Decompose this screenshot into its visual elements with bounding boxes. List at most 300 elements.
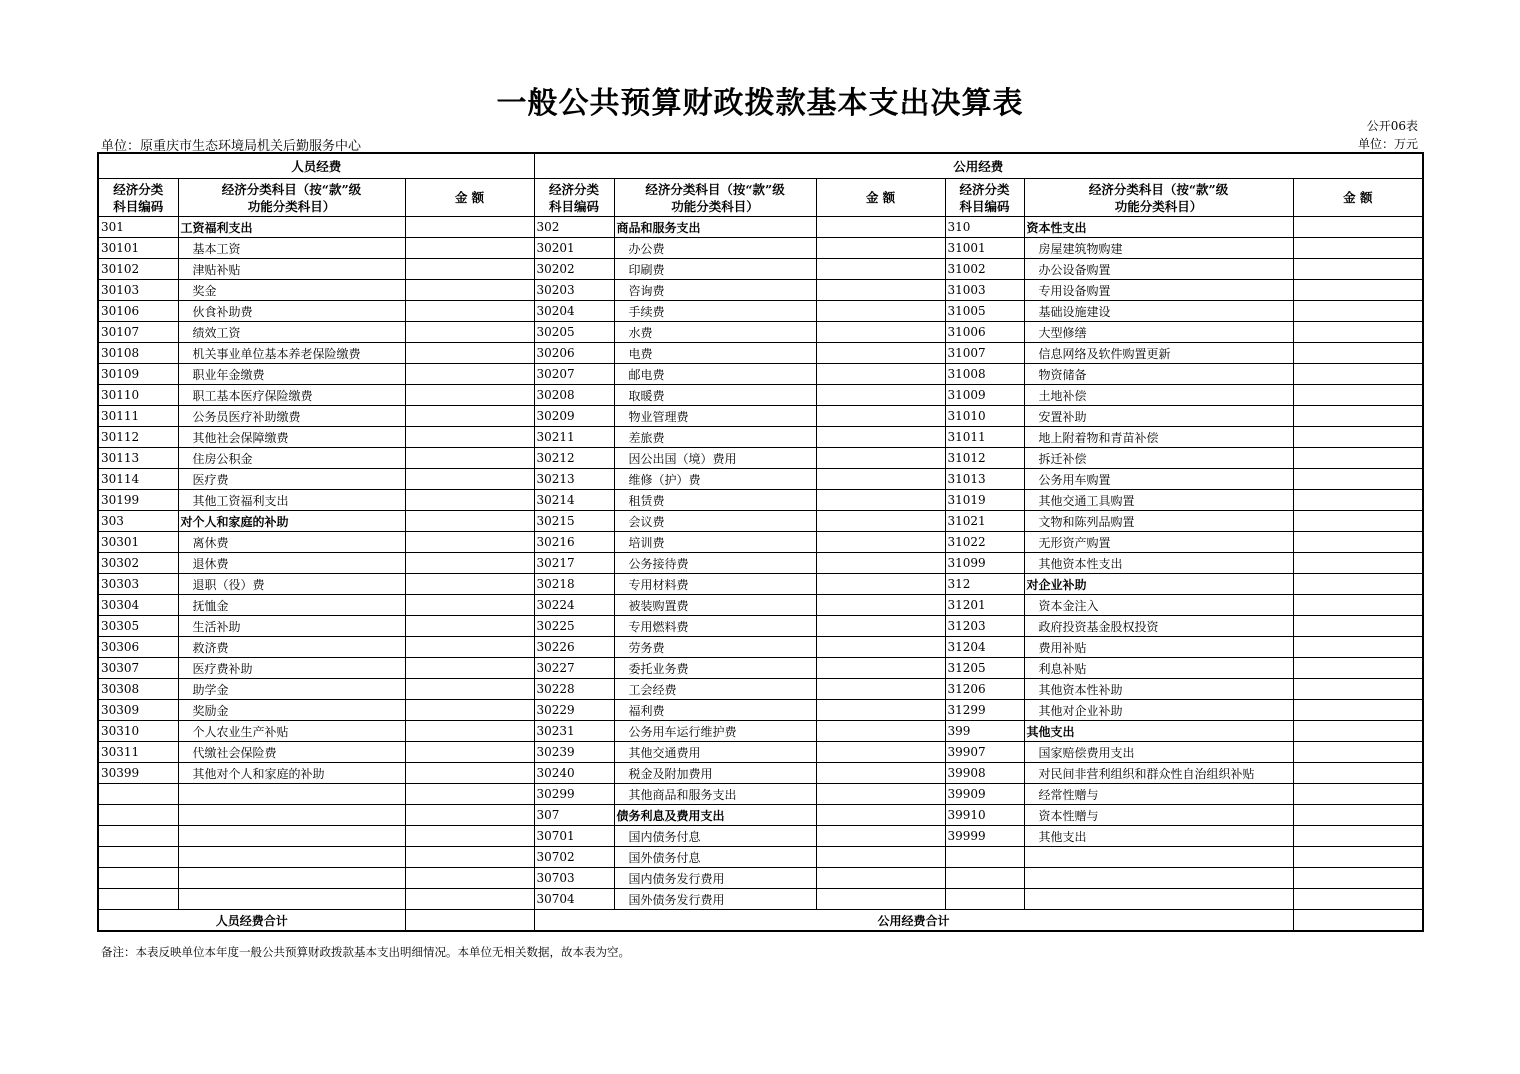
row-code: 30214	[534, 490, 614, 511]
row-code: 30202	[534, 259, 614, 280]
row-name: 土地补偿	[1024, 385, 1293, 406]
row-name: 国外债务发行费用	[614, 889, 816, 910]
row-code: 31099	[945, 553, 1024, 574]
row-name: 救济费	[178, 637, 405, 658]
row-amount	[1293, 784, 1423, 805]
row-name: 医疗费补助	[178, 658, 405, 679]
row-name: 会议费	[614, 511, 816, 532]
row-amount	[816, 721, 945, 742]
row-name: 国内债务发行费用	[614, 868, 816, 889]
row-name	[178, 826, 405, 847]
row-amount	[405, 532, 534, 553]
row-amount	[1293, 553, 1423, 574]
row-name: 退休费	[178, 553, 405, 574]
row-code	[98, 784, 178, 805]
row-code: 30206	[534, 343, 614, 364]
row-amount	[1293, 826, 1423, 847]
row-amount	[405, 490, 534, 511]
header-name: 经济分类科目（按“款”级 功能分类科目）	[1024, 179, 1293, 217]
row-name	[1024, 868, 1293, 889]
row-amount	[1293, 637, 1423, 658]
row-amount	[1293, 679, 1423, 700]
row-amount	[816, 574, 945, 595]
row-amount	[405, 805, 534, 826]
row-name: 维修（护）费	[614, 469, 816, 490]
row-name: 政府投资基金股权投资	[1024, 616, 1293, 637]
row-name: 劳务费	[614, 637, 816, 658]
row-name: 绩效工资	[178, 322, 405, 343]
row-code: 30226	[534, 637, 614, 658]
table-row	[98, 406, 1423, 427]
personnel-total-amount	[405, 910, 534, 932]
row-code: 30110	[98, 385, 178, 406]
row-code: 31203	[945, 616, 1024, 637]
row-amount	[405, 385, 534, 406]
section-public: 公用经费	[534, 153, 1423, 179]
row-amount	[405, 553, 534, 574]
row-code: 30704	[534, 889, 614, 910]
row-code	[945, 868, 1024, 889]
row-amount	[405, 679, 534, 700]
row-name: 租赁费	[614, 490, 816, 511]
row-name: 电费	[614, 343, 816, 364]
row-name: 其他支出	[1024, 826, 1293, 847]
row-code: 30111	[98, 406, 178, 427]
row-amount	[816, 889, 945, 910]
row-amount	[816, 385, 945, 406]
row-name: 国外债务付息	[614, 847, 816, 868]
row-code: 31021	[945, 511, 1024, 532]
row-code: 31012	[945, 448, 1024, 469]
row-amount	[405, 364, 534, 385]
row-amount	[816, 217, 945, 238]
row-amount	[1293, 889, 1423, 910]
unit-organization: 单位：原重庆市生态环境局机关后勤服务中心	[101, 139, 362, 154]
row-amount	[816, 280, 945, 301]
row-amount	[816, 469, 945, 490]
row-code: 30308	[98, 679, 178, 700]
table-row	[98, 427, 1423, 448]
row-amount	[1293, 364, 1423, 385]
row-amount	[816, 406, 945, 427]
row-amount	[1293, 847, 1423, 868]
row-code: 30307	[98, 658, 178, 679]
row-name: 职工基本医疗保险缴费	[178, 385, 405, 406]
row-name: 职业年金缴费	[178, 364, 405, 385]
row-amount	[1293, 490, 1423, 511]
row-name: 奖励金	[178, 700, 405, 721]
row-amount	[816, 784, 945, 805]
row-code: 31007	[945, 343, 1024, 364]
row-name	[1024, 847, 1293, 868]
row-name: 地上附着物和青苗补偿	[1024, 427, 1293, 448]
row-name: 办公设备购置	[1024, 259, 1293, 280]
row-amount	[816, 826, 945, 847]
row-amount	[1293, 532, 1423, 553]
row-code: 30205	[534, 322, 614, 343]
row-amount	[1293, 448, 1423, 469]
row-code	[98, 889, 178, 910]
row-amount	[1293, 469, 1423, 490]
row-code: 30216	[534, 532, 614, 553]
row-name: 专用材料费	[614, 574, 816, 595]
table-row	[98, 364, 1423, 385]
row-amount	[1293, 763, 1423, 784]
table-number: 公开06表	[1366, 119, 1418, 133]
row-name: 被装购置费	[614, 595, 816, 616]
row-name: 资本性支出	[1024, 217, 1293, 238]
row-name: 公务接待费	[614, 553, 816, 574]
row-name: 个人农业生产补贴	[178, 721, 405, 742]
row-code: 30109	[98, 364, 178, 385]
row-amount	[816, 511, 945, 532]
table-row	[98, 595, 1423, 616]
row-name: 其他交通工具购置	[1024, 490, 1293, 511]
row-code: 30212	[534, 448, 614, 469]
row-code	[98, 805, 178, 826]
table-row	[98, 301, 1423, 322]
row-name: 物资储备	[1024, 364, 1293, 385]
row-amount	[816, 364, 945, 385]
row-code: 30114	[98, 469, 178, 490]
row-name: 咨询费	[614, 280, 816, 301]
row-name: 基本工资	[178, 238, 405, 259]
row-code	[98, 847, 178, 868]
table-row	[98, 238, 1423, 259]
row-code: 30299	[534, 784, 614, 805]
row-amount	[816, 343, 945, 364]
header-code: 经济分类 科目编码	[534, 179, 614, 217]
row-code: 30107	[98, 322, 178, 343]
row-code: 30207	[534, 364, 614, 385]
row-amount	[405, 826, 534, 847]
header-name: 经济分类科目（按“款”级 功能分类科目）	[178, 179, 405, 217]
row-amount	[1293, 280, 1423, 301]
row-amount	[405, 889, 534, 910]
row-code: 30208	[534, 385, 614, 406]
row-amount	[405, 238, 534, 259]
row-name: 差旅费	[614, 427, 816, 448]
row-code: 30106	[98, 301, 178, 322]
row-code: 31006	[945, 322, 1024, 343]
page-title: 一般公共预算财政拨款基本支出决算表	[496, 86, 1024, 121]
row-code: 30303	[98, 574, 178, 595]
row-code: 307	[534, 805, 614, 826]
row-amount	[1293, 427, 1423, 448]
row-code: 31003	[945, 280, 1024, 301]
row-code: 30101	[98, 238, 178, 259]
row-amount	[405, 784, 534, 805]
row-name: 费用补贴	[1024, 637, 1293, 658]
row-code	[98, 826, 178, 847]
table-row	[98, 448, 1423, 469]
row-amount	[405, 448, 534, 469]
row-code: 30701	[534, 826, 614, 847]
row-name: 基础设施建设	[1024, 301, 1293, 322]
table-row	[98, 679, 1423, 700]
row-code: 399	[945, 721, 1024, 742]
table-row	[98, 868, 1423, 889]
header-amount: 金 额	[405, 179, 534, 217]
row-amount	[816, 322, 945, 343]
table-row	[98, 826, 1423, 847]
row-code: 39907	[945, 742, 1024, 763]
row-name: 物业管理费	[614, 406, 816, 427]
row-name: 对民间非营利组织和群众性自治组织补贴	[1024, 763, 1293, 784]
row-name: 抚恤金	[178, 595, 405, 616]
row-code: 30213	[534, 469, 614, 490]
row-amount	[405, 742, 534, 763]
row-amount	[405, 616, 534, 637]
row-amount	[816, 679, 945, 700]
row-name: 福利费	[614, 700, 816, 721]
row-name: 手续费	[614, 301, 816, 322]
row-code: 303	[98, 511, 178, 532]
table-row	[98, 343, 1423, 364]
row-name: 对企业补助	[1024, 574, 1293, 595]
row-amount	[816, 448, 945, 469]
row-name: 工资福利支出	[178, 217, 405, 238]
table-row	[98, 217, 1423, 238]
row-amount	[405, 868, 534, 889]
row-name: 生活补助	[178, 616, 405, 637]
row-name: 邮电费	[614, 364, 816, 385]
table-row	[98, 574, 1423, 595]
row-code: 30215	[534, 511, 614, 532]
row-name: 印刷费	[614, 259, 816, 280]
table-row	[98, 742, 1423, 763]
row-name: 商品和服务支出	[614, 217, 816, 238]
row-amount	[816, 742, 945, 763]
row-name: 大型修缮	[1024, 322, 1293, 343]
row-name: 水费	[614, 322, 816, 343]
row-amount	[1293, 742, 1423, 763]
table-row	[98, 847, 1423, 868]
public-total-amount	[1293, 910, 1423, 932]
row-name: 资本金注入	[1024, 595, 1293, 616]
unit-currency: 单位：万元	[1357, 137, 1418, 151]
row-code: 39908	[945, 763, 1024, 784]
table-row	[98, 322, 1423, 343]
row-amount	[405, 763, 534, 784]
row-code: 30201	[534, 238, 614, 259]
row-name: 国内债务付息	[614, 826, 816, 847]
row-code: 30231	[534, 721, 614, 742]
row-name: 其他工资福利支出	[178, 490, 405, 511]
row-amount	[405, 343, 534, 364]
row-amount	[1293, 700, 1423, 721]
row-name: 委托业务费	[614, 658, 816, 679]
table-row	[98, 763, 1423, 784]
row-name: 机关事业单位基本养老保险缴费	[178, 343, 405, 364]
personnel-total-label: 人员经费合计	[98, 910, 405, 932]
row-name: 债务利息及费用支出	[614, 805, 816, 826]
table-row	[98, 511, 1423, 532]
row-code: 302	[534, 217, 614, 238]
table-row	[98, 700, 1423, 721]
header-amount: 金 额	[1293, 179, 1423, 217]
row-code: 30113	[98, 448, 178, 469]
row-code: 30209	[534, 406, 614, 427]
row-name	[178, 805, 405, 826]
row-amount	[405, 406, 534, 427]
row-name: 取暖费	[614, 385, 816, 406]
row-amount	[1293, 322, 1423, 343]
row-name: 助学金	[178, 679, 405, 700]
row-code: 31008	[945, 364, 1024, 385]
header-code: 经济分类 科目编码	[945, 179, 1024, 217]
row-amount	[1293, 511, 1423, 532]
row-amount	[405, 700, 534, 721]
row-name: 公务用车运行维护费	[614, 721, 816, 742]
row-name	[1024, 889, 1293, 910]
row-code: 30399	[98, 763, 178, 784]
row-code: 31204	[945, 637, 1024, 658]
row-code: 30102	[98, 259, 178, 280]
row-code: 30702	[534, 847, 614, 868]
row-name: 其他商品和服务支出	[614, 784, 816, 805]
row-name: 对个人和家庭的补助	[178, 511, 405, 532]
expenditure-table	[97, 152, 1424, 932]
row-amount	[816, 301, 945, 322]
table-row	[98, 658, 1423, 679]
table-row	[98, 532, 1423, 553]
row-code: 30309	[98, 700, 178, 721]
header-code: 经济分类 科目编码	[98, 179, 178, 217]
row-name: 办公费	[614, 238, 816, 259]
row-name: 其他资本性补助	[1024, 679, 1293, 700]
table-row	[98, 805, 1423, 826]
row-amount	[405, 847, 534, 868]
row-code: 30227	[534, 658, 614, 679]
row-code: 312	[945, 574, 1024, 595]
row-amount	[405, 259, 534, 280]
row-name	[178, 889, 405, 910]
row-amount	[405, 301, 534, 322]
row-code: 39999	[945, 826, 1024, 847]
row-code: 31005	[945, 301, 1024, 322]
row-amount	[405, 637, 534, 658]
row-name: 其他资本性支出	[1024, 553, 1293, 574]
table-row	[98, 469, 1423, 490]
row-name: 信息网络及软件购置更新	[1024, 343, 1293, 364]
row-name: 公务用车购置	[1024, 469, 1293, 490]
row-name: 专用设备购置	[1024, 280, 1293, 301]
row-name: 安置补助	[1024, 406, 1293, 427]
public-total-label: 公用经费合计	[534, 910, 1293, 932]
table-row	[98, 490, 1423, 511]
row-amount	[405, 322, 534, 343]
table-row	[98, 553, 1423, 574]
row-code	[945, 847, 1024, 868]
row-name: 资本性赠与	[1024, 805, 1293, 826]
header-name: 经济分类科目（按“款”级 功能分类科目）	[614, 179, 816, 217]
table-row	[98, 259, 1423, 280]
row-code: 31299	[945, 700, 1024, 721]
row-code	[98, 868, 178, 889]
table-row	[98, 616, 1423, 637]
row-code: 31002	[945, 259, 1024, 280]
row-amount	[816, 616, 945, 637]
row-amount	[816, 658, 945, 679]
row-code: 30199	[98, 490, 178, 511]
row-code: 30217	[534, 553, 614, 574]
row-amount	[816, 532, 945, 553]
row-code: 30218	[534, 574, 614, 595]
row-code	[945, 889, 1024, 910]
row-amount	[816, 637, 945, 658]
row-amount	[816, 490, 945, 511]
row-code: 30112	[98, 427, 178, 448]
row-code: 31022	[945, 532, 1024, 553]
row-code: 31019	[945, 490, 1024, 511]
row-code: 30305	[98, 616, 178, 637]
row-name: 国家赔偿费用支出	[1024, 742, 1293, 763]
table-body	[98, 217, 1423, 910]
row-amount	[816, 763, 945, 784]
row-amount	[816, 553, 945, 574]
row-amount	[816, 868, 945, 889]
section-personnel: 人员经费	[98, 153, 534, 179]
row-name: 离休费	[178, 532, 405, 553]
row-name: 医疗费	[178, 469, 405, 490]
row-amount	[405, 217, 534, 238]
table-row	[98, 385, 1423, 406]
table-row	[98, 889, 1423, 910]
row-amount	[1293, 301, 1423, 322]
row-name: 拆迁补偿	[1024, 448, 1293, 469]
row-name: 培训费	[614, 532, 816, 553]
row-code: 30239	[534, 742, 614, 763]
row-amount	[1293, 574, 1423, 595]
row-code: 30306	[98, 637, 178, 658]
row-code: 30310	[98, 721, 178, 742]
row-amount	[816, 427, 945, 448]
row-name: 其他支出	[1024, 721, 1293, 742]
row-amount	[405, 280, 534, 301]
row-amount	[1293, 721, 1423, 742]
row-code: 30103	[98, 280, 178, 301]
row-code: 30304	[98, 595, 178, 616]
row-amount	[1293, 616, 1423, 637]
row-amount	[1293, 343, 1423, 364]
row-amount	[816, 700, 945, 721]
row-name	[178, 784, 405, 805]
row-code: 31013	[945, 469, 1024, 490]
table-row	[98, 784, 1423, 805]
row-name: 税金及附加费用	[614, 763, 816, 784]
row-code: 30302	[98, 553, 178, 574]
table-row	[98, 280, 1423, 301]
row-amount	[1293, 658, 1423, 679]
row-code: 30229	[534, 700, 614, 721]
row-name: 津贴补贴	[178, 259, 405, 280]
footnote: 备注：本表反映单位本年度一般公共预算财政拨款基本支出明细情况。本单位无相关数据，故本表为空。	[101, 945, 630, 959]
row-code: 31205	[945, 658, 1024, 679]
row-code: 30203	[534, 280, 614, 301]
row-amount	[405, 721, 534, 742]
row-code: 31011	[945, 427, 1024, 448]
row-name: 其他对企业补助	[1024, 700, 1293, 721]
row-code: 31009	[945, 385, 1024, 406]
row-name	[178, 847, 405, 868]
row-amount	[405, 595, 534, 616]
row-amount	[405, 427, 534, 448]
row-name: 房屋建筑物购建	[1024, 238, 1293, 259]
row-name: 奖金	[178, 280, 405, 301]
row-name	[178, 868, 405, 889]
row-amount	[1293, 238, 1423, 259]
